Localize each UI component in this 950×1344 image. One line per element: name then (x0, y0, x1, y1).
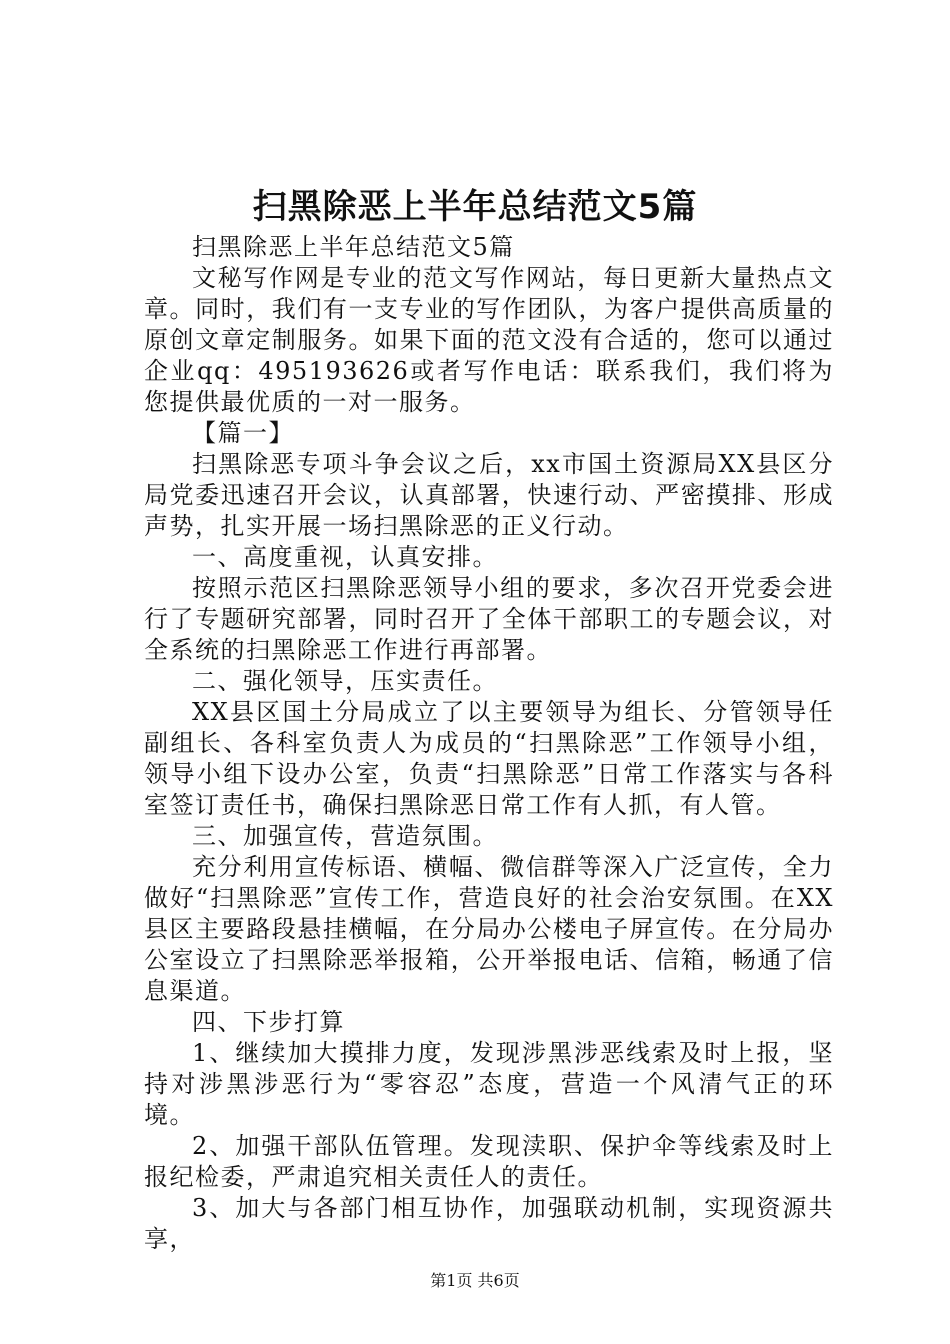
section-heading-part-one: 【篇一】 (192, 419, 294, 447)
paragraph-section-2: XX县区国土分局成立了以主要领导为组长、分管领导任副组长、各科室负责人为成员的“扫黑除恶”工作领导小组，领导小组下设办公室，负责“扫黑除恶”日常工作落实与各科室签订责任书，确保扫黑除恶日常工作有人抓，有人管。 (144, 698, 834, 819)
section-heading-2: 二、强化领导，压实责任。 (192, 667, 498, 695)
document-body (144, 232, 834, 1255)
list-item-plan-3: 3、加大与各部门相互协作，加强联动机制，实现资源共享， (144, 1194, 834, 1253)
paragraph-section-1: 按照示范区扫黑除恶领导小组的要求，多次召开党委会进行了专题研究部署，同时召开了全体干部职工的专题会议，对全系统的扫黑除恶工作进行再部署。 (144, 574, 834, 664)
section-heading-3: 三、加强宣传，营造氛围。 (192, 822, 498, 850)
paragraph-section-3: 充分利用宣传标语、横幅、微信群等深入广泛宣传，全力做好“扫黑除恶”宣传工作，营造良好的社会治安氛围。在XX县区主要路段悬挂横幅，在分局办公楼电子屏宣传。在分局办公室设立了扫黑除恶举报箱，公开举报电话、信箱，畅通了信息渠道。 (144, 853, 834, 1005)
section-heading-1: 一、高度重视，认真安排。 (192, 543, 498, 571)
paragraph-subtitle: 扫黑除恶上半年总结范文5篇 (192, 233, 515, 261)
paragraph-intro: 文秘写作网是专业的范文写作网站，每日更新大量热点文章。同时，我们有一支专业的写作团队，为客户提供高质量的原创文章定制服务。如果下面的范文没有合适的，您可以通过企业qq：495193626或者写作电话：联系我们，我们将为您提供最优质的一对一服务。 (144, 264, 834, 416)
list-item-plan-2: 2、加强干部队伍管理。发现渎职、保护伞等线索及时上报纪检委，严肃追究相关责任人的责任。 (144, 1132, 834, 1191)
page-footer: 第1页 共6页 (430, 1271, 520, 1290)
paragraph-overview: 扫黑除恶专项斗争会议之后，xx市国土资源局XX县区分局党委迅速召开会议，认真部署，快速行动、严密摸排、形成声势，扎实开展一场扫黑除恶的正义行动。 (144, 450, 834, 540)
section-heading-4: 四、下步打算 (192, 1008, 345, 1036)
list-item-plan-1: 1、继续加大摸排力度，发现涉黑涉恶线索及时上报，坚持对涉黑涉恶行为“零容忍”态度，营造一个风清气正的环境。 (144, 1039, 834, 1129)
document-title: 扫黑除恶上半年总结范文5篇 (252, 187, 698, 227)
